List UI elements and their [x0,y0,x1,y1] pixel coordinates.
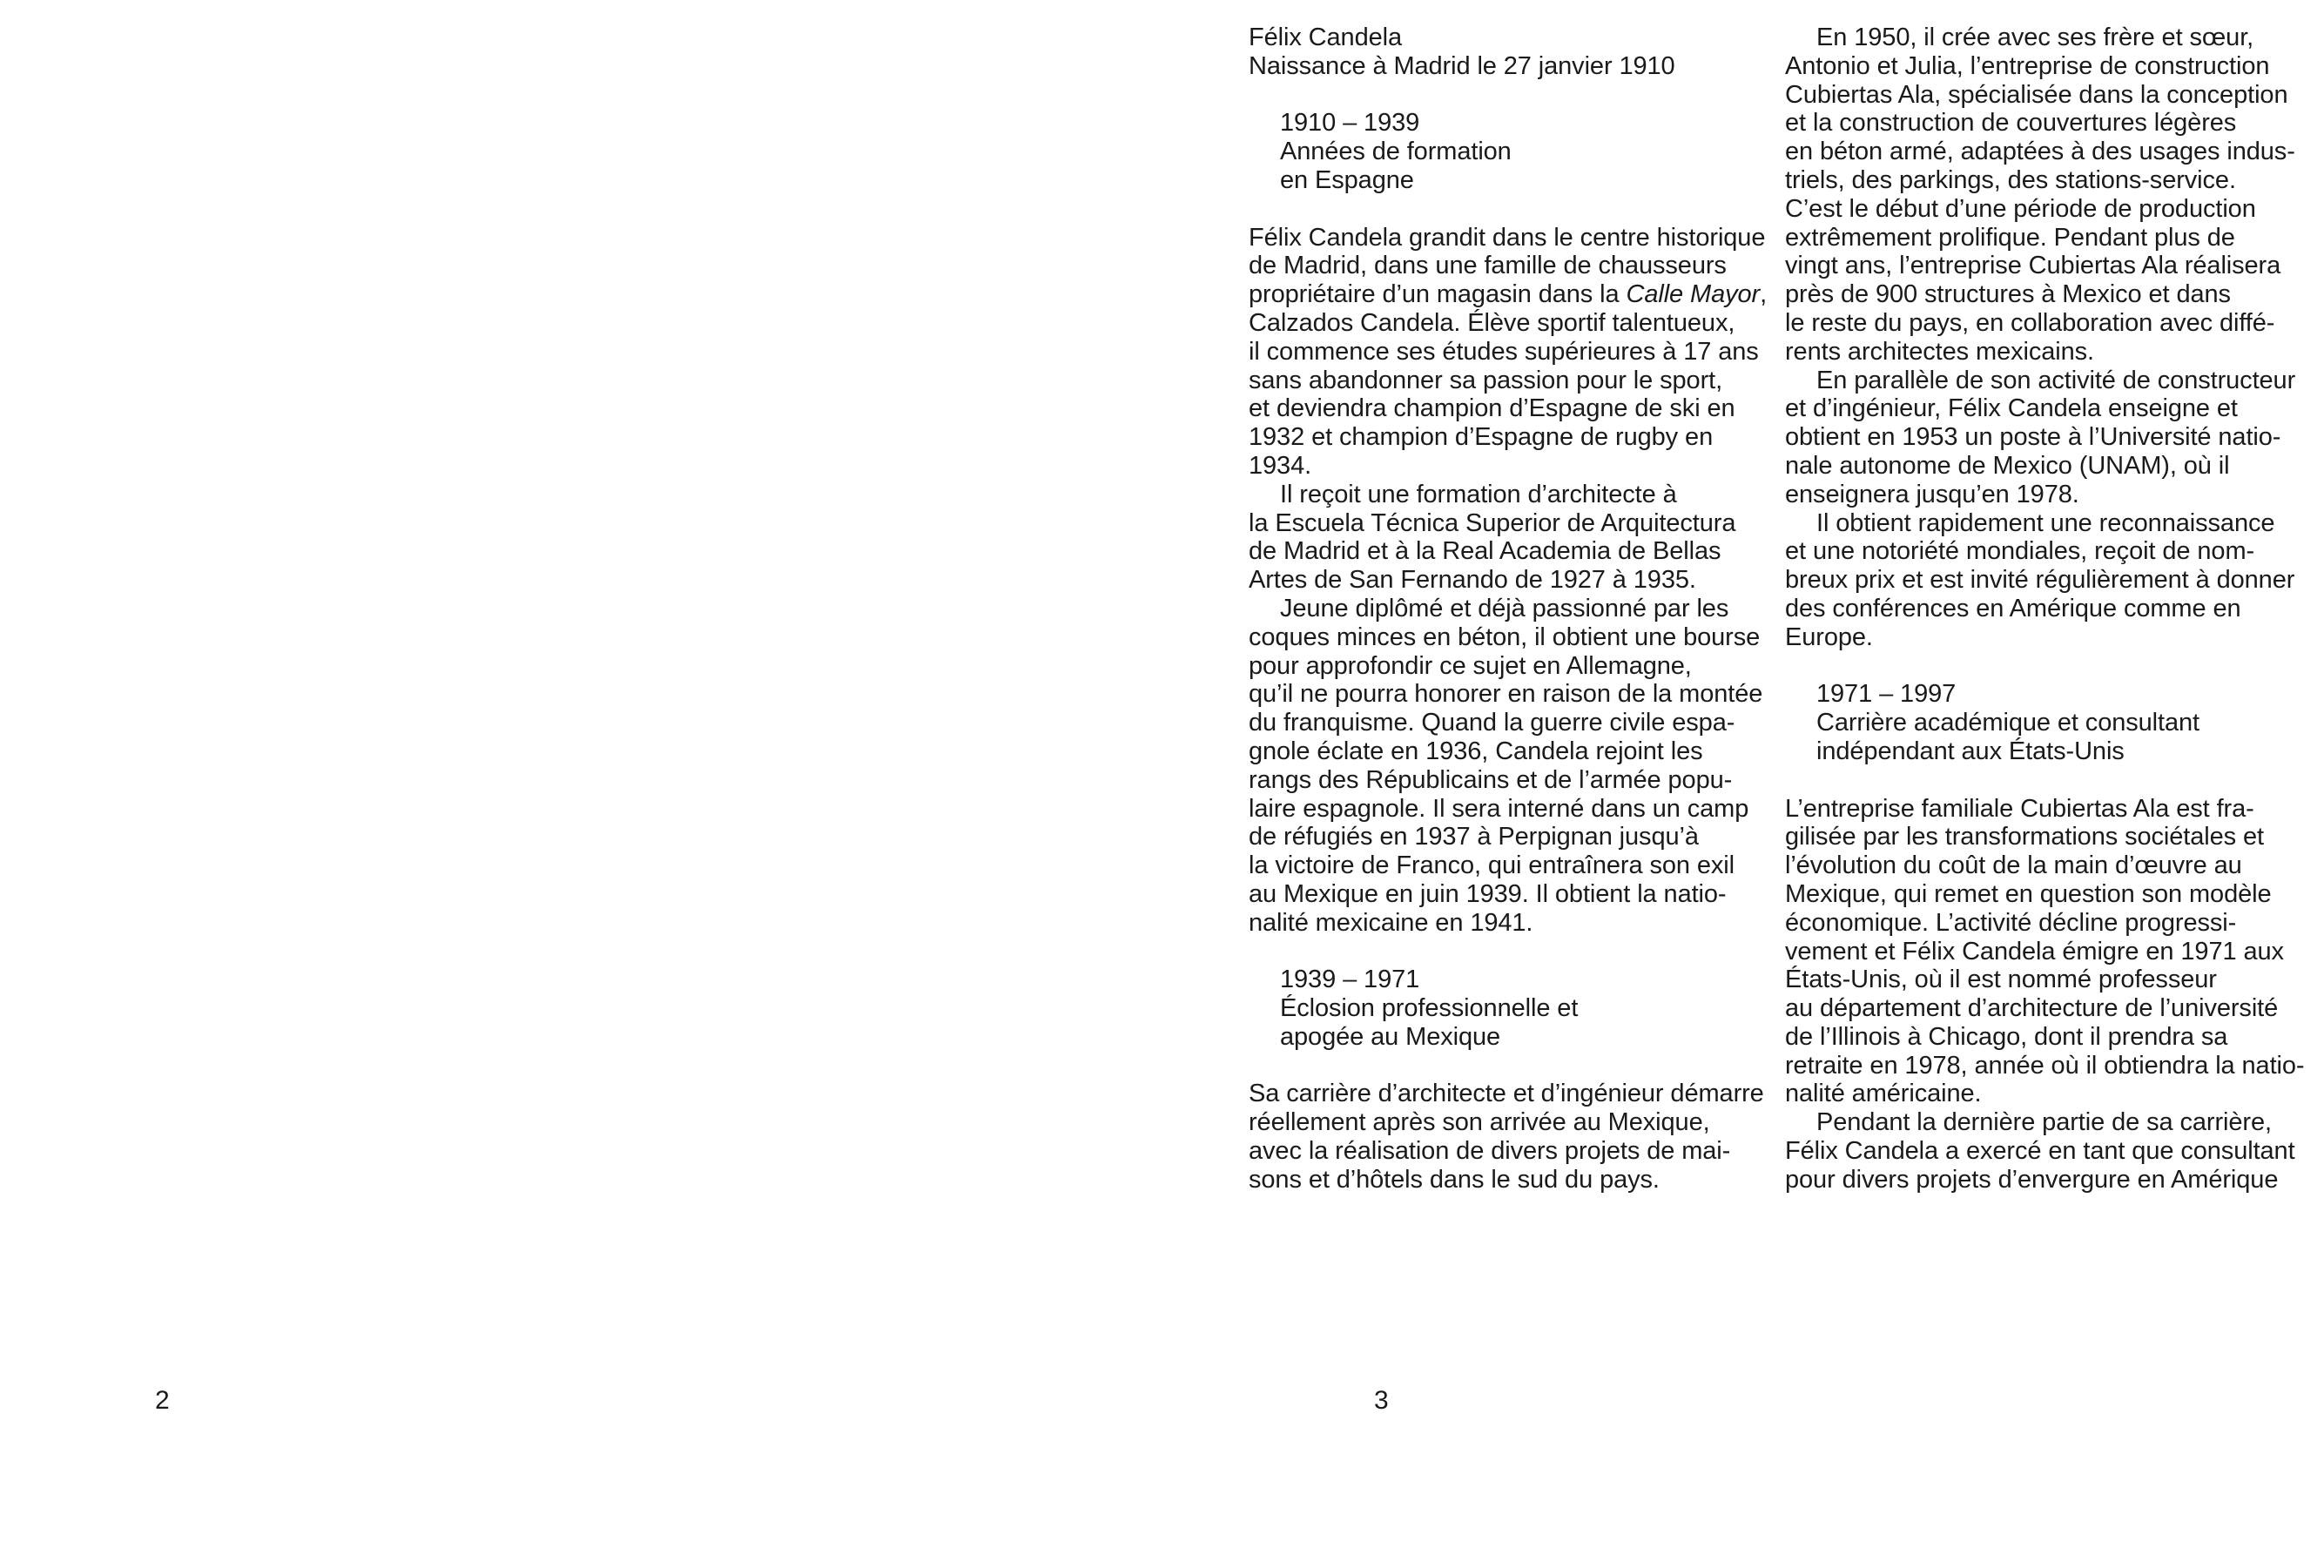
paragraph [1249,1080,1771,1194]
text-line: Calzados Candela. Élève sportif talentueux, [1249,308,1735,337]
text-line: Mexique, qui remet en question son modèle [1785,879,2272,908]
text-line: sons et d’hôtels dans le sud du pays. [1249,1165,1660,1194]
section-years: 1910 – 1939 [1280,109,1420,138]
text-line: propriétaire d’un magasin dans la Calle Mayor, [1249,280,1768,309]
text-line: nale autonome de Mexico (UNAM), où il [1785,451,2230,480]
text-line: en béton armé, adaptées à des usages indus- [1785,138,2295,166]
section-title: Éclosion professionnelle et [1280,994,1579,1023]
birth-line: Naissance à Madrid le 27 janvier 1910 [1249,51,1675,80]
text-line: le reste du pays, en collaboration avec diffé- [1785,308,2275,337]
page-number-left: 2 [155,1386,170,1415]
paragraph [1249,224,1771,481]
text-line: la victoire de Franco, qui entraînera son exil [1249,851,1735,880]
text-line: Artes de San Fernando de 1927 à 1935. [1249,566,1696,595]
text-line: réellement après son arrivée au Mexique, [1249,1108,1710,1137]
section-title: Carrière académique et consultant [1816,709,2199,737]
text-line: L’entreprise familiale Cubiertas Ala est fra- [1785,794,2254,823]
page-number-right: 3 [1374,1386,1389,1415]
text-line: Cubiertas Ala, spécialisée dans la conception [1785,80,2288,109]
text-line: l’évolution du coût de la main d’œuvre au [1785,851,2242,880]
section-title: en Espagne [1280,165,1414,194]
text-line: En 1950, il crée avec ses frère et sœur, [1816,24,2254,51]
text-line: pour divers projets d’envergure en Amérique [1785,1165,2279,1194]
text-column-right [1785,24,2307,1195]
text-line: sans abandonner sa passion pour le sport, [1249,366,1723,394]
subject-name: Félix Candela [1249,24,1403,51]
section-title: apogée au Mexique [1280,1022,1501,1051]
text-line: vement et Félix Candela émigre en 1971 aux [1785,937,2284,966]
text-line: triels, des parkings, des stations-service. [1785,165,2236,194]
text-line: et la construction de couvertures légères [1785,109,2237,138]
text-line: coques minces en béton, il obtient une bourse [1249,622,1761,651]
text-line: Pendant la dernière partie de sa carrière, [1816,1108,2272,1137]
text-line: rents architectes mexicains. [1785,337,2094,366]
text-line: la Escuela Técnica Superior de Arquitectura [1249,508,1736,537]
text-line: avec la réalisation de divers projets de mai- [1249,1137,1731,1166]
text-line: Antonio et Julia, l’entreprise de construction [1785,51,2270,80]
text-line: pour approfondir ce sujet en Allemagne, [1249,651,1692,680]
text-line: près de 900 structures à Mexico et dans [1785,280,2231,309]
text-line: obtient en 1953 un poste à l’Université natio- [1785,423,2281,452]
text-line: au département d’architecture de l’université [1785,994,2279,1023]
text-line: extrêmement prolifique. Pendant plus de [1785,223,2235,252]
text-line: il commence ses études supérieures à 17 ans [1249,337,1759,366]
text-line: Il reçoit une formation d’architecte à [1280,480,1677,508]
text-line: enseignera jusqu’en 1978. [1785,480,2079,508]
text-line: Félix Candela a exercé en tant que consultant [1785,1137,2295,1166]
text-line: Sa carrière d’architecte et d’ingénieur démarre [1249,1080,1764,1108]
text-line: États-Unis, où il est nommé professeur [1785,966,2217,994]
text-line: des conférences en Amérique comme en [1785,594,2241,622]
text-line: breux prix et est invité régulièrement à donner [1785,566,2295,595]
text-line: gilisée par les transformations sociétales et [1785,823,2264,851]
text-line: gnole éclate en 1936, Candela rejoint les [1249,737,1703,765]
text-line: 1932 et champion d’Espagne de rugby en [1249,423,1714,452]
text-line: En parallèle de son activité de constructeur [1816,366,2296,394]
text-line: C’est le début d’une période de production [1785,194,2256,223]
text-line: de Madrid, dans une famille de chausseurs [1249,252,1727,280]
text-line: nalité mexicaine en 1941. [1249,908,1533,937]
paragraph [1785,367,2307,509]
text-line: Europe. [1785,622,1873,651]
paragraph [1785,1108,2307,1194]
text-line: de l’Illinois à Chicago, dont il prendra sa [1785,1022,2228,1051]
paragraph [1785,795,2307,1109]
text-line: et deviendra champion d’Espagne de ski en [1249,394,1735,423]
section-title: indépendant aux États-Unis [1816,737,2125,765]
text-line: Jeune diplômé et déjà passionné par les [1280,594,1729,622]
text-line: de réfugiés en 1937 à Perpignan jusqu’à [1249,823,1699,851]
text-line: laire espagnole. Il sera interné dans un camp [1249,794,1749,823]
section-years: 1939 – 1971 [1280,966,1420,994]
text-line: Il obtient rapidement une reconnaissance [1816,508,2275,537]
text-line: et d’ingénieur, Félix Candela enseigne et [1785,394,2238,423]
section-years: 1971 – 1997 [1816,680,1957,709]
text-column-left [1249,24,1771,1195]
text-line: retraite en 1978, année où il obtiendra la natio- [1785,1051,2305,1080]
italic-street-name: Calle Mayor [1626,280,1761,309]
paragraph [1785,509,2307,652]
paragraph [1785,24,2307,367]
paragraph [1249,595,1771,938]
text-line: de Madrid et à la Real Academia de Bellas [1249,537,1721,566]
section-title: Années de formation [1280,138,1512,166]
text-line: et une notoriété mondiales, reçoit de nom- [1785,537,2255,566]
text-line: au Mexique en juin 1939. Il obtient la natio- [1249,879,1727,908]
text-line: économique. L’activité décline progressi- [1785,908,2237,937]
text-line: qu’il ne pourra honorer en raison de la montée [1249,680,1763,709]
text-line: 1934. [1249,451,1312,480]
text-line: du franquisme. Quand la guerre civile espa- [1249,709,1735,737]
text-line: rangs des Républicains et de l’armée popu- [1249,765,1733,794]
paragraph [1249,481,1771,595]
text-line: Félix Candela grandit dans le centre historique [1249,223,1766,252]
text-line: nalité américaine. [1785,1080,1982,1108]
text-line: vingt ans, l’entreprise Cubiertas Ala réalisera [1785,252,2281,280]
